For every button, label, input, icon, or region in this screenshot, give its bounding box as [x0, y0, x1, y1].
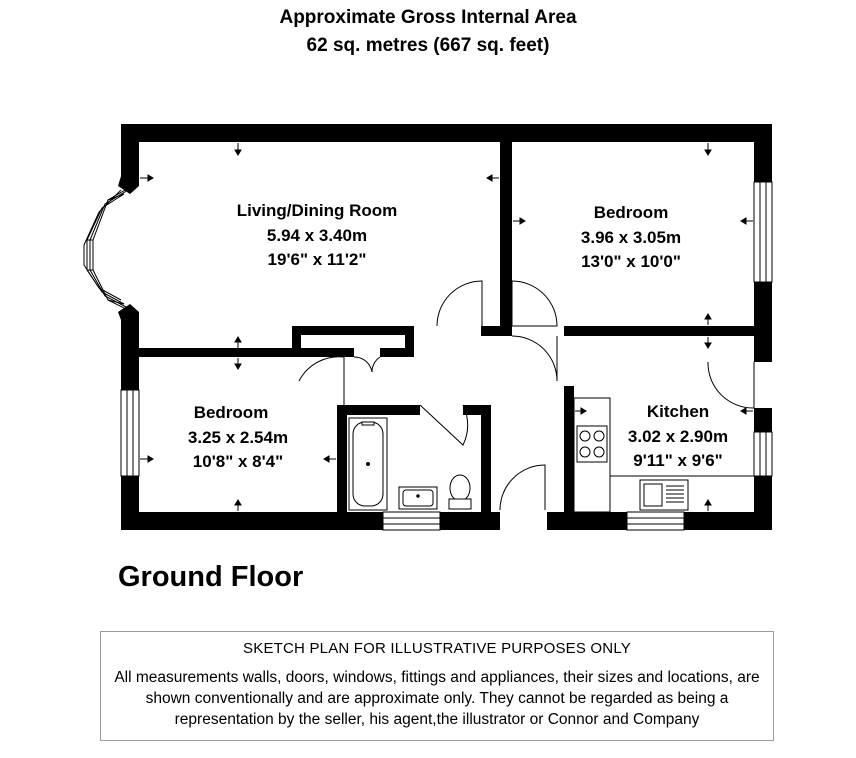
room-name: Bedroom: [593, 203, 669, 222]
area-size: 62 sq. metres (667 sq. feet): [306, 35, 550, 56]
disclaimer-box: [100, 631, 774, 741]
bay-window: [84, 186, 139, 312]
room-metric: 3.96 x 3.05m: [580, 228, 682, 247]
room-imperial: 9'11" x 9'6": [633, 451, 723, 470]
room-label-kitchen: [628, 402, 728, 470]
room-imperial: 10'8" x 8'4": [192, 452, 284, 471]
disclaimer-body: All measurements walls, doors, windows, fittings and appliances, their sizes and locations, are shown conventionally and are approximate only. They cannot be regarded as being a representation by the seller, his agent,the illustrator or Connor and Company: [114, 669, 760, 728]
floor-name: Ground Floor: [118, 561, 304, 593]
room-metric: 5.94 x 3.40m: [266, 226, 368, 245]
room-metric: 3.02 x 2.90m: [627, 427, 729, 446]
disclaimer-title: SKETCH PLAN FOR ILLUSTRATIVE PURPOSES ONLY: [243, 640, 631, 657]
room-label-bedroom-1: [581, 203, 681, 271]
room-name: Bedroom: [193, 403, 269, 422]
area-title: Approximate Gross Internal Area: [279, 7, 577, 28]
room-metric: 3.25 x 2.54m: [187, 428, 289, 447]
room-label-bedroom-2: [188, 403, 288, 471]
room-imperial: 13'0" x 10'0": [581, 252, 681, 271]
room-name: Kitchen: [646, 402, 710, 421]
room-label-living: [237, 201, 398, 269]
room-name: Living/Dining Room: [236, 201, 398, 220]
room-imperial: 19'6" x 11'2": [267, 250, 367, 269]
bathroom-fixtures: [349, 418, 471, 510]
